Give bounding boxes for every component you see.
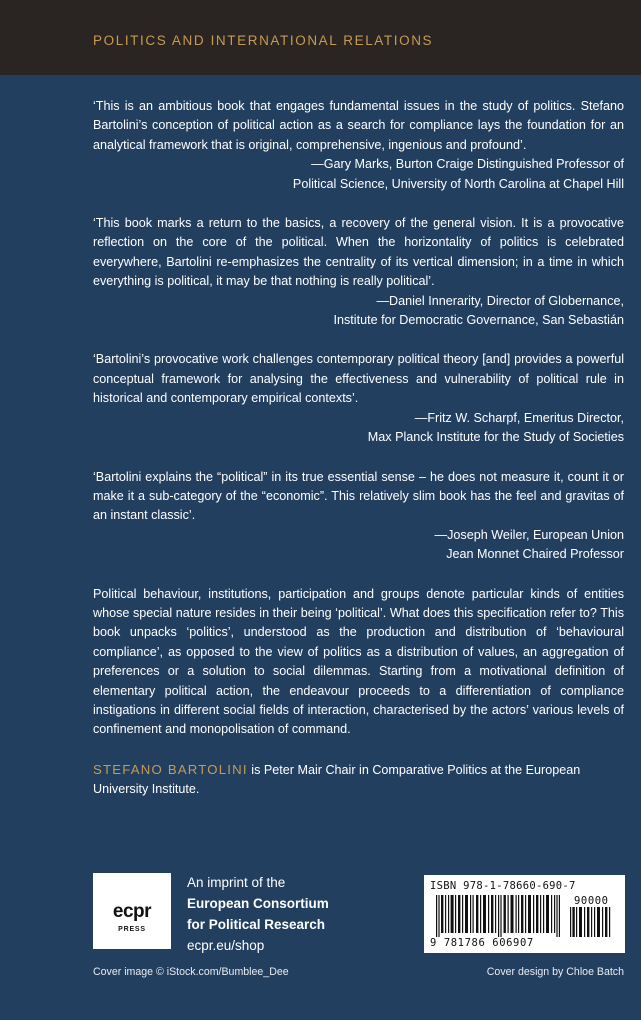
quote-text: ‘Bartolini explains the “political” in its true essential sense – he does not measure it, count it or make it a sub-category of the “economic”. This relatively slim book has the feel and gravitas of an instant classic’.: [93, 469, 624, 523]
logo-subtext: PRESS: [118, 926, 146, 933]
quote-attribution: [93, 155, 624, 194]
endorsement-quote: [93, 214, 624, 330]
barcode-bars-icon: [436, 895, 616, 937]
endorsement-quote: [93, 350, 624, 447]
isbn-text: ISBN 978-1-78660-690-7: [430, 880, 576, 892]
attribution-line: Political Science, University of North Carolina at Chapel Hill: [292, 176, 624, 191]
logo-text: ecpr: [112, 901, 152, 922]
back-cover-content: [93, 97, 624, 800]
author-name: STEFANO BARTOLINI: [93, 761, 248, 777]
quote-attribution: [93, 292, 624, 331]
endorsement-quote: [93, 97, 624, 194]
cover-design-credit: Cover design by Chloe Batch: [486, 966, 624, 978]
isbn-barcode: [424, 875, 625, 953]
publisher-url[interactable]: ecpr.eu/shop: [187, 938, 265, 953]
barcode-digits: 9 781786 606907: [430, 937, 534, 949]
series-label: POLITICS AND INTERNATIONAL RELATIONS: [93, 33, 434, 48]
publisher-name-line1: European Consortium: [187, 896, 329, 911]
cover-image-credit: Cover image © iStock.com/Bumblee_Dee: [93, 966, 289, 978]
quote-text: ‘Bartolini’s provocative work challenges contemporary political theory [and] provides a powerful conceptual framework for analysing the effectiveness and vulnerability of political rule in historical and contemporary empirical contexts’.: [93, 352, 624, 406]
endorsement-quote: [93, 468, 624, 565]
publisher-name-line2: for Political Research: [187, 917, 326, 932]
imprint-line: An imprint of the: [187, 875, 286, 890]
attribution-line: Max Planck Institute for the Study of Societies: [367, 430, 624, 445]
quote-attribution: [93, 526, 624, 565]
author-bio-text: is Peter Mair Chair in Comparative Politics at the European University Institute.: [93, 762, 581, 797]
price-addon-code: 90000: [574, 895, 609, 907]
quote-text: ‘This book marks a return to the basics, a recovery of the general vision. It is a provocative reflection on the core of the political. When the horizontality of politics is celebrated everywhere, Bartolini re-emphasizes the centrality of its vertical dimension; in a time in which everything is political, it may be that nothing is really political’.: [93, 216, 624, 289]
attribution-line: —Daniel Innerarity, Director of Globernance,: [376, 293, 624, 308]
quote-attribution: [93, 409, 624, 448]
top-banner: [0, 0, 641, 75]
author-bio: [93, 760, 624, 800]
attribution-line: Institute for Democratic Governance, San Sebastián: [333, 313, 624, 328]
book-description: Political behaviour, institutions, participation and groups denote particular kinds of entities whose special nature resides in their being ‘political’. What does this specification refer to? This book unpacks ‘politics’, understood as the production and distribution of ‘behavioural compliance’, as opposed to the view of politics as a distribution of values, an aggregation of preferences or a solution to social dilemmas. Starting from a motivational definition of elementary political action, the endeavour proceeds to a differentiation of compliance instigations in different social fields of interaction, characterised by the actors’ various levels of confinement and monopolisation of command.: [93, 586, 624, 737]
attribution-line: —Fritz W. Scharpf, Emeritus Director,: [414, 410, 624, 425]
attribution-line: —Gary Marks, Burton Craige Distinguished Professor of: [311, 157, 624, 172]
publisher-imprint: [187, 872, 329, 956]
attribution-line: —Joseph Weiler, European Union: [434, 527, 624, 542]
quote-text: ‘This is an ambitious book that engages fundamental issues in the study of politics. Stefano Bartolini’s conception of political action as a search for compliance lays the foundation for an analytical framework that is original, comprehensive, ingenious and profound’.: [93, 99, 624, 152]
attribution-line: Jean Monnet Chaired Professor: [446, 547, 624, 562]
ecpr-press-logo: [93, 873, 171, 949]
